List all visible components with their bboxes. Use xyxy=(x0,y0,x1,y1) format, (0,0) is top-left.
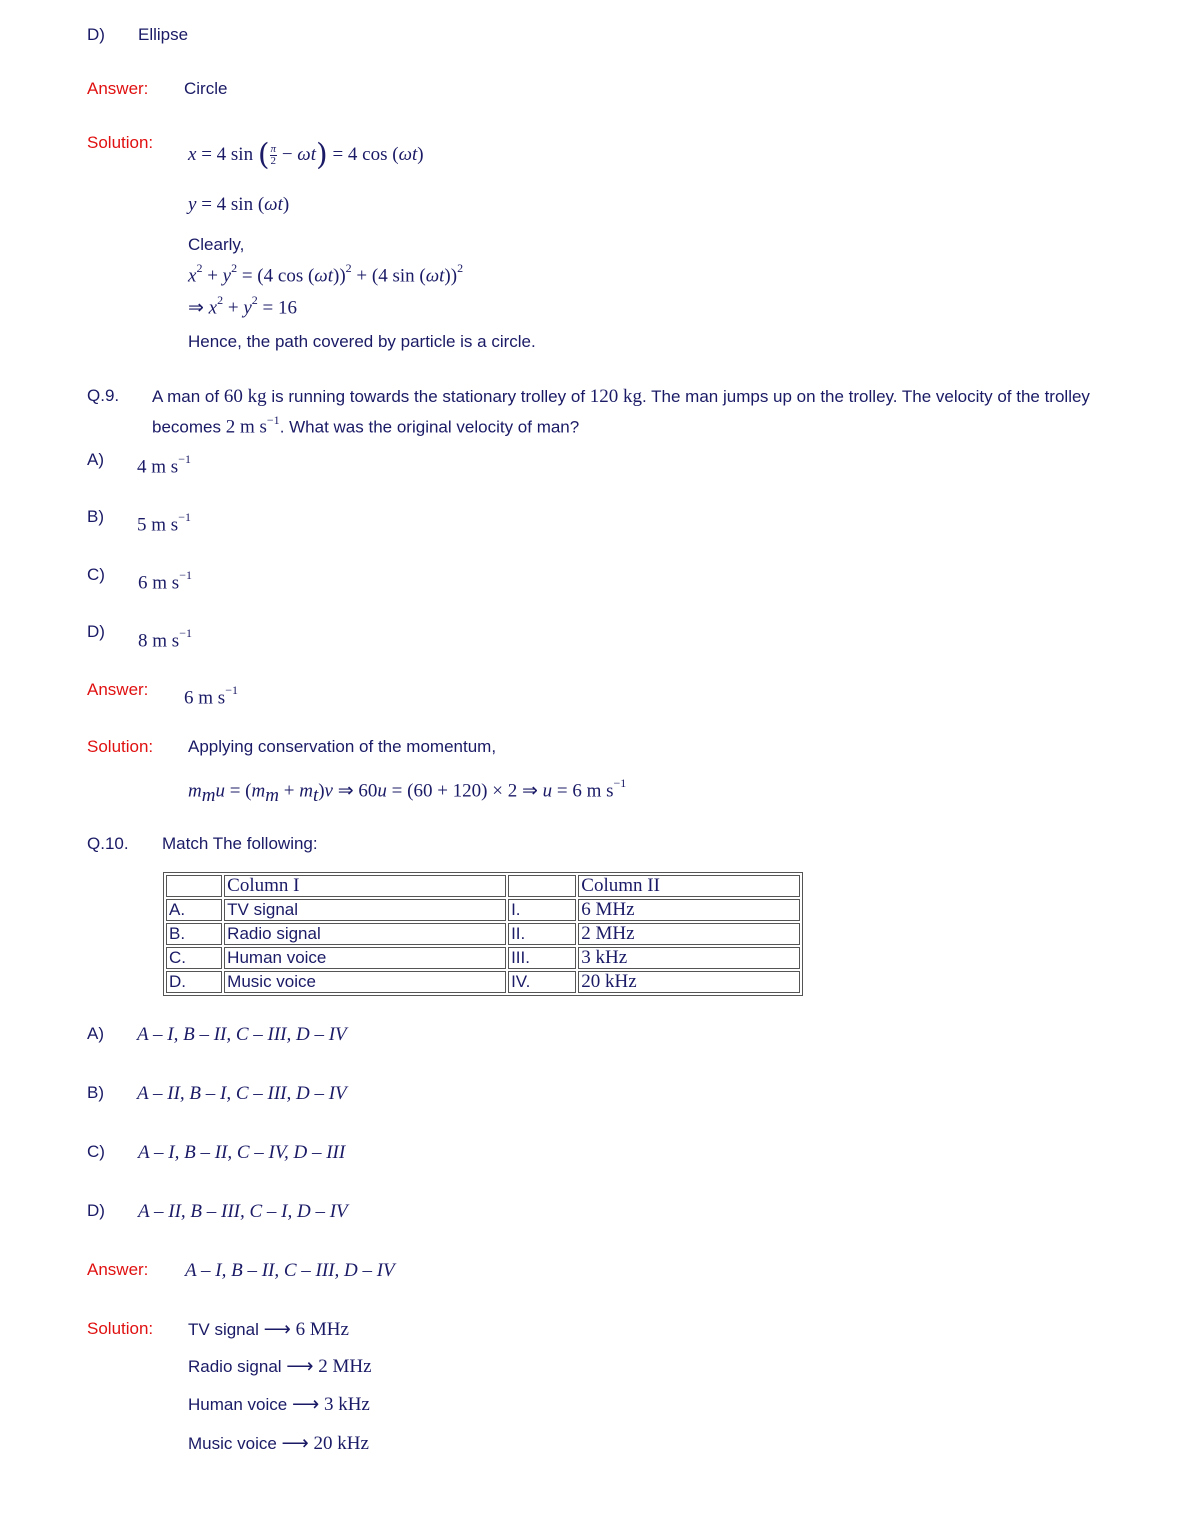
row-item: Human voice xyxy=(224,947,506,969)
q10-option-a-value: A – I, B – II, C – III, D – IV xyxy=(137,1024,347,1045)
match-table xyxy=(163,872,803,996)
q10-text: Match The following: xyxy=(162,834,318,853)
answer-label: Answer: xyxy=(87,79,149,98)
row-letter: B. xyxy=(166,923,222,945)
q10-number: Q.10. xyxy=(87,834,129,853)
q10-answer-label: Answer: xyxy=(87,1260,149,1279)
table-row xyxy=(166,899,800,921)
row-roman: I. xyxy=(508,899,576,921)
q9-answer-label: Answer: xyxy=(87,680,149,699)
q9-option-b-value: 5 m $s^{-1}$ xyxy=(137,510,191,536)
q10-option-d-value: A – II, B – III, C – I, D – IV xyxy=(138,1201,348,1222)
table-cell xyxy=(508,875,576,897)
row-item: TV signal xyxy=(224,899,506,921)
row-value: 3 kHz xyxy=(578,947,800,969)
row-roman: IV. xyxy=(508,971,576,993)
row-value: 20 kHz xyxy=(578,971,800,993)
q10-option-a-label: A) xyxy=(87,1024,104,1043)
q10-solution-line: Music voice ⟶ 20 kHz xyxy=(188,1433,369,1454)
q9-answer-value: 6 m $s^{-1}$ xyxy=(184,683,238,709)
solution-label: Solution: xyxy=(87,133,154,152)
q9-text-line1: A man of 60 kg is running towards the stationary trolley of 120 kg. The man jumps up on the trolley. The velocity of the trolley xyxy=(152,386,1090,407)
option-d-label: D) xyxy=(87,25,105,44)
q9-solution-text: Applying conservation of the momentum, xyxy=(188,737,497,756)
q9-option-b-label: B) xyxy=(87,507,104,526)
q9-number: Q.9. xyxy=(87,386,120,405)
equation-y: y = 4 sin (ωt) xyxy=(188,194,290,215)
row-value: 2 MHz xyxy=(578,923,800,945)
row-roman: III. xyxy=(508,947,576,969)
q9-solution-equation: $m_mu = (m_m + m_t)v$ ⇒ 60u = (60 + 120) × 2 ⇒ u = 6 m $s^{-1}$ xyxy=(188,776,627,807)
q10-option-b-value: A – II, B – I, C – III, D – IV xyxy=(137,1083,347,1104)
q9-text-line2: becomes 2 m $s^{-1}$. What was the original velocity of man? xyxy=(152,413,580,438)
q9-option-c-value: 6 m $s^{-1}$ xyxy=(138,568,192,594)
q10-option-c-label: C) xyxy=(87,1142,105,1161)
table-row xyxy=(166,947,800,969)
column-ii-header: Column II xyxy=(578,875,800,897)
equation-result: ⇒ $x^2 + y^2 = 16$ xyxy=(188,293,297,319)
q9-option-d-label: D) xyxy=(87,622,105,641)
row-item: Music voice xyxy=(224,971,506,993)
table-row xyxy=(166,923,800,945)
q10-option-c-value: A – I, B – II, C – IV, D – III xyxy=(138,1142,346,1163)
equation-sum-squares: $x^2 + y^2 = (4$ cos (ωt))$^2$ + (4 sin (ωt))$^2$ xyxy=(188,261,464,287)
q10-solution-line: TV signal ⟶ 6 MHz xyxy=(188,1319,349,1340)
column-i-header: Column I xyxy=(224,875,506,897)
q9-solution-label: Solution: xyxy=(87,737,154,756)
table-cell xyxy=(166,875,222,897)
option-d-text: Ellipse xyxy=(138,25,189,44)
q10-option-d-label: D) xyxy=(87,1201,105,1220)
q9-option-d-value: 8 m $s^{-1}$ xyxy=(138,626,192,652)
row-letter: D. xyxy=(166,971,222,993)
row-letter: A. xyxy=(166,899,222,921)
q9-option-c-label: C) xyxy=(87,565,105,584)
row-value: 6 MHz xyxy=(578,899,800,921)
row-roman: II. xyxy=(508,923,576,945)
solution-conclusion: Hence, the path covered by particle is a circle. xyxy=(188,332,536,351)
q9-option-a-label: A) xyxy=(87,450,104,469)
solution-clearly: Clearly, xyxy=(188,235,245,254)
q10-solution-line: Radio signal ⟶ 2 MHz xyxy=(188,1356,372,1377)
q9-option-a-value: 4 m $s^{-1}$ xyxy=(137,452,191,478)
answer-text: Circle xyxy=(184,79,228,98)
table-header-row xyxy=(166,875,800,897)
equation-x: x = 4 sin ( $\frac{\pi}{2}$ − ωt) = 4 cos (ωt) xyxy=(188,137,424,173)
row-item: Radio signal xyxy=(224,923,506,945)
row-letter: C. xyxy=(166,947,222,969)
q10-solution-label: Solution: xyxy=(87,1319,154,1338)
q10-option-b-label: B) xyxy=(87,1083,104,1102)
q10-solution-line: Human voice ⟶ 3 kHz xyxy=(188,1394,370,1415)
table-row xyxy=(166,971,800,993)
q10-answer-value: A – I, B – II, C – III, D – IV xyxy=(185,1260,395,1281)
